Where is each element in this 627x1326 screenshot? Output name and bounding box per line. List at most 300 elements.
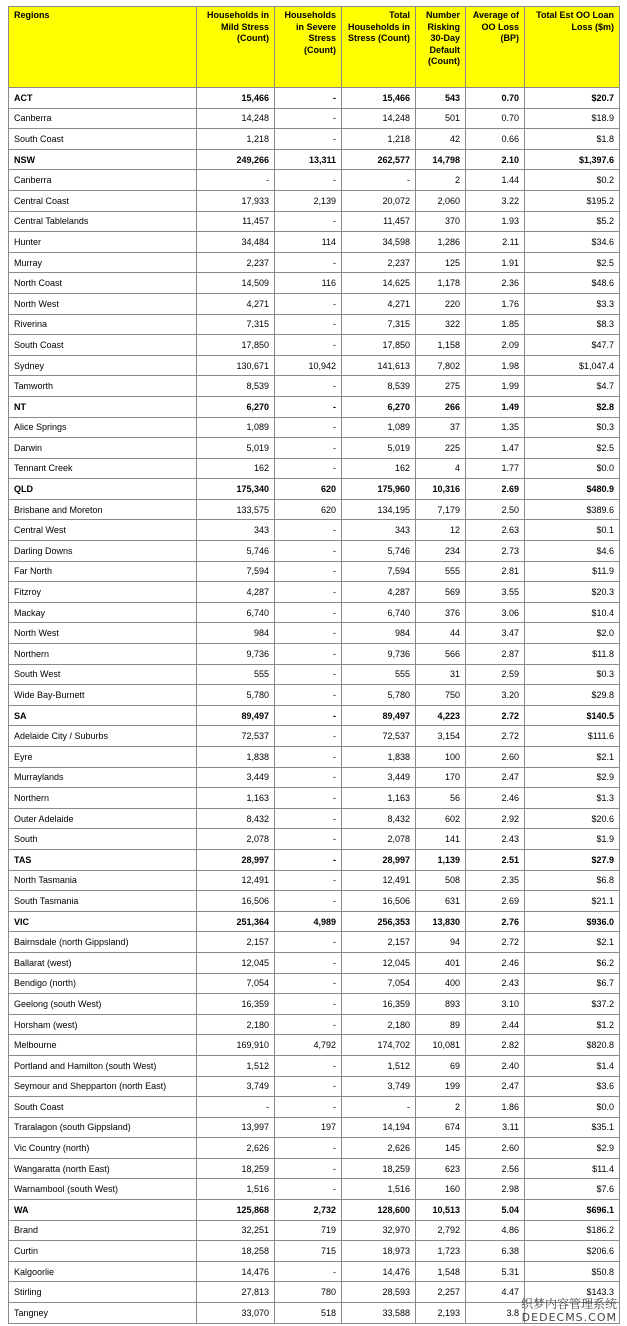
cell-severe-stress: - [275,932,342,953]
cell-avg-loss: 2.56 [466,1158,525,1179]
cell-default-risk: 555 [416,561,466,582]
cell-avg-loss: 2.72 [466,932,525,953]
cell-total-stress: 4,287 [342,582,416,603]
cell-avg-loss: 2.60 [466,1138,525,1159]
cell-avg-loss: 2.98 [466,1179,525,1200]
region-row [9,458,620,479]
cell-default-risk: 10,513 [416,1200,466,1221]
cell-region: North Tasmania [9,870,197,891]
cell-region: NT [9,396,197,417]
cell-avg-loss: 2.69 [466,891,525,912]
cell-total-stress: 6,270 [342,396,416,417]
cell-avg-loss: 2.82 [466,1035,525,1056]
cell-mild-stress: 125,868 [197,1200,275,1221]
cell-avg-loss: 3.06 [466,602,525,623]
cell-default-risk: 125 [416,252,466,273]
cell-severe-stress: - [275,891,342,912]
cell-mild-stress: 5,780 [197,685,275,706]
cell-avg-loss: 2.63 [466,520,525,541]
cell-severe-stress: 620 [275,479,342,500]
cell-region: South Coast [9,335,197,356]
region-row [9,417,620,438]
cell-avg-loss: 2.51 [466,849,525,870]
cell-total-stress: 1,512 [342,1055,416,1076]
cell-total-loss: $1,047.4 [525,355,620,376]
region-row [9,314,620,335]
cell-default-risk: 1,723 [416,1241,466,1262]
cell-total-loss: $2.1 [525,747,620,768]
cell-region: VIC [9,911,197,932]
cell-region: Hunter [9,232,197,253]
cell-avg-loss: 0.70 [466,88,525,109]
cell-total-stress: 18,973 [342,1241,416,1262]
cell-default-risk: 2,193 [416,1303,466,1324]
cell-avg-loss: 2.47 [466,1076,525,1097]
cell-total-stress: 1,218 [342,129,416,150]
cell-default-risk: 145 [416,1138,466,1159]
cell-severe-stress: - [275,376,342,397]
watermark-line1: 织梦内容管理系统 [520,1297,617,1311]
cell-mild-stress: 1,838 [197,747,275,768]
cell-severe-stress: - [275,849,342,870]
cell-total-loss: $389.6 [525,499,620,520]
cell-severe-stress: 4,792 [275,1035,342,1056]
cell-severe-stress: 780 [275,1282,342,1303]
cell-total-loss: $21.1 [525,891,620,912]
cell-default-risk: 42 [416,129,466,150]
state-row [9,88,620,109]
region-row [9,1055,620,1076]
region-row [9,541,620,562]
cell-mild-stress: 8,539 [197,376,275,397]
cell-severe-stress: - [275,664,342,685]
cell-region: Murraylands [9,767,197,788]
header-avg-loss: Average of OO Loss (BP) [466,7,525,88]
region-row [9,1097,620,1118]
cell-mild-stress: 2,626 [197,1138,275,1159]
cell-mild-stress: 8,432 [197,808,275,829]
cell-total-stress: 7,594 [342,561,416,582]
cell-mild-stress: 16,506 [197,891,275,912]
cell-total-loss: $29.8 [525,685,620,706]
cell-severe-stress: - [275,644,342,665]
region-row [9,190,620,211]
cell-severe-stress: - [275,870,342,891]
cell-avg-loss: 2.44 [466,1014,525,1035]
cell-region: ACT [9,88,197,109]
cell-avg-loss: 1.99 [466,376,525,397]
cell-default-risk: 7,802 [416,355,466,376]
cell-default-risk: 141 [416,829,466,850]
cell-default-risk: 2,257 [416,1282,466,1303]
cell-mild-stress: 2,237 [197,252,275,273]
cell-severe-stress: - [275,314,342,335]
cell-region: SA [9,705,197,726]
cell-mild-stress: 7,315 [197,314,275,335]
cell-total-stress: 5,746 [342,541,416,562]
watermark [521,1298,617,1324]
cell-total-stress: 14,625 [342,273,416,294]
cell-avg-loss: 2.59 [466,664,525,685]
region-row [9,623,620,644]
cell-avg-loss: 3.11 [466,1117,525,1138]
cell-total-stress: 128,600 [342,1200,416,1221]
cell-total-stress: 16,506 [342,891,416,912]
cell-region: Warnambool (south West) [9,1179,197,1200]
cell-total-loss: $195.2 [525,190,620,211]
region-row [9,994,620,1015]
region-row [9,108,620,129]
region-row [9,129,620,150]
cell-mild-stress: 1,516 [197,1179,275,1200]
cell-avg-loss: 1.85 [466,314,525,335]
cell-default-risk: 1,158 [416,335,466,356]
cell-region: QLD [9,479,197,500]
region-row [9,870,620,891]
cell-avg-loss: 1.91 [466,252,525,273]
cell-mild-stress: 169,910 [197,1035,275,1056]
cell-default-risk: 100 [416,747,466,768]
cell-region: South Coast [9,1097,197,1118]
cell-region: Vic Country (north) [9,1138,197,1159]
cell-total-loss: $2.9 [525,767,620,788]
header-total-loss: Total Est OO Loan Loss ($m) [525,7,620,88]
region-row [9,211,620,232]
region-row [9,376,620,397]
cell-region: Outer Adelaide [9,808,197,829]
cell-mild-stress: 1,089 [197,417,275,438]
cell-total-loss: $6.8 [525,870,620,891]
cell-total-stress: 1,089 [342,417,416,438]
cell-severe-stress: - [275,88,342,109]
cell-default-risk: 566 [416,644,466,665]
cell-total-stress: 1,838 [342,747,416,768]
region-row [9,685,620,706]
region-row [9,1261,620,1282]
region-row [9,1138,620,1159]
region-row [9,273,620,294]
cell-total-loss: $3.3 [525,293,620,314]
cell-total-stress: 34,598 [342,232,416,253]
cell-region: Kalgoorlie [9,1261,197,1282]
state-row [9,705,620,726]
cell-avg-loss: 2.50 [466,499,525,520]
region-row [9,232,620,253]
cell-mild-stress: 7,594 [197,561,275,582]
cell-severe-stress: 13,311 [275,149,342,170]
cell-total-loss: $18.9 [525,108,620,129]
cell-mild-stress: 11,457 [197,211,275,232]
cell-total-stress: 72,537 [342,726,416,747]
cell-default-risk: 543 [416,88,466,109]
cell-avg-loss: 1.86 [466,1097,525,1118]
cell-severe-stress: - [275,293,342,314]
cell-default-risk: 31 [416,664,466,685]
cell-severe-stress: - [275,726,342,747]
cell-default-risk: 1,548 [416,1261,466,1282]
cell-total-stress: 89,497 [342,705,416,726]
state-row [9,479,620,500]
cell-total-stress: 3,449 [342,767,416,788]
cell-total-loss: $936.0 [525,911,620,932]
cell-mild-stress: 133,575 [197,499,275,520]
cell-total-stress: 5,780 [342,685,416,706]
cell-total-stress: 9,736 [342,644,416,665]
cell-avg-loss: 3.55 [466,582,525,603]
cell-avg-loss: 1.76 [466,293,525,314]
cell-total-loss: $5.2 [525,211,620,232]
cell-mild-stress: 2,078 [197,829,275,850]
cell-total-stress: 3,749 [342,1076,416,1097]
cell-avg-loss: 1.49 [466,396,525,417]
region-row [9,1076,620,1097]
cell-region: Alice Springs [9,417,197,438]
cell-total-loss: $35.1 [525,1117,620,1138]
cell-region: Northern [9,644,197,665]
cell-avg-loss: 2.46 [466,952,525,973]
cell-total-stress: 11,457 [342,211,416,232]
cell-total-stress: 984 [342,623,416,644]
cell-default-risk: 160 [416,1179,466,1200]
cell-total-stress: 14,476 [342,1261,416,1282]
region-row [9,335,620,356]
cell-severe-stress: - [275,417,342,438]
cell-avg-loss: 2.11 [466,232,525,253]
cell-severe-stress: - [275,438,342,459]
cell-total-loss: $480.9 [525,479,620,500]
cell-avg-loss: 0.70 [466,108,525,129]
cell-severe-stress: - [275,1055,342,1076]
cell-default-risk: 2,060 [416,190,466,211]
cell-region: Horsham (west) [9,1014,197,1035]
cell-severe-stress: - [275,829,342,850]
cell-default-risk: 4,223 [416,705,466,726]
table-header [9,7,620,88]
cell-severe-stress: - [275,808,342,829]
cell-avg-loss: 2.09 [466,335,525,356]
region-row [9,582,620,603]
cell-region: South Tasmania [9,891,197,912]
cell-mild-stress: 32,251 [197,1220,275,1241]
cell-mild-stress: 1,163 [197,788,275,809]
cell-region: Central Tablelands [9,211,197,232]
cell-total-loss: $10.4 [525,602,620,623]
header-default-risk: Number Risking 30-Day Default (Count) [416,7,466,88]
cell-mild-stress: 9,736 [197,644,275,665]
cell-region: Wangaratta (north East) [9,1158,197,1179]
state-row [9,911,620,932]
cell-region: Far North [9,561,197,582]
cell-region: Central Coast [9,190,197,211]
cell-severe-stress: - [275,252,342,273]
state-row [9,396,620,417]
header-severe-stress: Households in Severe Stress (Count) [275,7,342,88]
cell-total-stress: 134,195 [342,499,416,520]
cell-severe-stress: 518 [275,1303,342,1324]
cell-region: Tangney [9,1303,197,1324]
cell-mild-stress: 5,019 [197,438,275,459]
cell-total-stress: 162 [342,458,416,479]
cell-severe-stress: - [275,767,342,788]
region-row [9,788,620,809]
cell-total-stress: 555 [342,664,416,685]
cell-total-loss: $27.9 [525,849,620,870]
cell-severe-stress: 2,732 [275,1200,342,1221]
cell-default-risk: 37 [416,417,466,438]
cell-mild-stress: 72,537 [197,726,275,747]
region-row [9,1179,620,1200]
cell-default-risk: 1,178 [416,273,466,294]
cell-total-loss: $1.8 [525,129,620,150]
cell-total-stress: 28,593 [342,1282,416,1303]
cell-severe-stress: - [275,458,342,479]
cell-mild-stress: 249,266 [197,149,275,170]
cell-avg-loss: 2.36 [466,273,525,294]
cell-severe-stress: - [275,396,342,417]
cell-severe-stress: 620 [275,499,342,520]
cell-total-loss: $2.5 [525,252,620,273]
region-row [9,952,620,973]
region-row [9,561,620,582]
cell-total-stress: 2,237 [342,252,416,273]
cell-default-risk: 893 [416,994,466,1015]
cell-total-loss: $50.8 [525,1261,620,1282]
cell-mild-stress: 175,340 [197,479,275,500]
cell-avg-loss: 3.10 [466,994,525,1015]
cell-total-loss: $820.8 [525,1035,620,1056]
cell-default-risk: 275 [416,376,466,397]
cell-avg-loss: 1.93 [466,211,525,232]
cell-avg-loss: 2.60 [466,747,525,768]
cell-region: Sydney [9,355,197,376]
cell-total-loss: $206.6 [525,1241,620,1262]
region-row [9,1035,620,1056]
cell-region: Curtin [9,1241,197,1262]
cell-default-risk: 569 [416,582,466,603]
cell-total-loss: $696.1 [525,1200,620,1221]
cell-mild-stress: 89,497 [197,705,275,726]
cell-severe-stress: 114 [275,232,342,253]
cell-total-stress: - [342,170,416,191]
region-row [9,829,620,850]
region-row [9,767,620,788]
cell-region: Tennant Creek [9,458,197,479]
cell-total-stress: 7,054 [342,973,416,994]
cell-total-stress: 262,577 [342,149,416,170]
cell-mild-stress: 7,054 [197,973,275,994]
cell-avg-loss: 4.86 [466,1220,525,1241]
cell-default-risk: 10,081 [416,1035,466,1056]
table-body [9,88,620,1324]
cell-severe-stress: - [275,520,342,541]
cell-avg-loss: 2.40 [466,1055,525,1076]
cell-default-risk: 12 [416,520,466,541]
cell-default-risk: 14,798 [416,149,466,170]
cell-total-stress: 5,019 [342,438,416,459]
cell-total-stress: 343 [342,520,416,541]
cell-mild-stress: 3,749 [197,1076,275,1097]
cell-severe-stress: - [275,788,342,809]
cell-total-stress: 256,353 [342,911,416,932]
cell-region: Melbourne [9,1035,197,1056]
cell-mild-stress: 13,997 [197,1117,275,1138]
cell-avg-loss: 2.69 [466,479,525,500]
cell-total-loss: $4.6 [525,541,620,562]
cell-severe-stress: - [275,335,342,356]
cell-mild-stress: 18,258 [197,1241,275,1262]
cell-avg-loss: 2.35 [466,870,525,891]
cell-region: Tamworth [9,376,197,397]
region-row [9,808,620,829]
header-regions: Regions [9,7,197,88]
cell-total-loss: $37.2 [525,994,620,1015]
region-row [9,644,620,665]
region-row [9,726,620,747]
cell-total-stress: 175,960 [342,479,416,500]
cell-total-stress: 2,157 [342,932,416,953]
cell-total-stress: 14,248 [342,108,416,129]
cell-avg-loss: 2.76 [466,911,525,932]
cell-region: Stirling [9,1282,197,1303]
cell-avg-loss: 2.10 [466,149,525,170]
cell-region: South [9,829,197,850]
cell-total-loss: $2.5 [525,438,620,459]
cell-avg-loss: 2.72 [466,726,525,747]
cell-default-risk: 508 [416,870,466,891]
cell-avg-loss: 1.98 [466,355,525,376]
cell-mild-stress: 17,850 [197,335,275,356]
cell-default-risk: 89 [416,1014,466,1035]
cell-region: Central West [9,520,197,541]
cell-default-risk: 370 [416,211,466,232]
cell-avg-loss: 2.43 [466,829,525,850]
cell-mild-stress: 4,287 [197,582,275,603]
cell-mild-stress: 1,512 [197,1055,275,1076]
header-mild-stress: Households in Mild Stress (Count) [197,7,275,88]
cell-default-risk: 266 [416,396,466,417]
cell-total-loss: $2.8 [525,396,620,417]
cell-total-stress: 7,315 [342,314,416,335]
cell-region: Eyre [9,747,197,768]
cell-region: South West [9,664,197,685]
cell-total-loss: $7.6 [525,1179,620,1200]
cell-total-loss: $11.4 [525,1158,620,1179]
cell-severe-stress: - [275,602,342,623]
cell-total-loss: $20.3 [525,582,620,603]
cell-total-loss: $0.1 [525,520,620,541]
cell-severe-stress: - [275,1158,342,1179]
cell-mild-stress: 2,180 [197,1014,275,1035]
cell-avg-loss: 3.22 [466,190,525,211]
cell-avg-loss: 3.20 [466,685,525,706]
cell-severe-stress: - [275,108,342,129]
cell-avg-loss: 4.47 [466,1282,525,1303]
cell-mild-stress: 15,466 [197,88,275,109]
cell-default-risk: 400 [416,973,466,994]
cell-default-risk: 501 [416,108,466,129]
cell-mild-stress: 555 [197,664,275,685]
cell-region: Ballarat (west) [9,952,197,973]
cell-total-stress: 28,997 [342,849,416,870]
cell-region: Canberra [9,108,197,129]
cell-severe-stress: - [275,541,342,562]
cell-region: Portland and Hamilton (south West) [9,1055,197,1076]
region-row [9,602,620,623]
region-row [9,664,620,685]
cell-mild-stress: 984 [197,623,275,644]
cell-total-loss: $2.1 [525,932,620,953]
cell-default-risk: 1,139 [416,849,466,870]
